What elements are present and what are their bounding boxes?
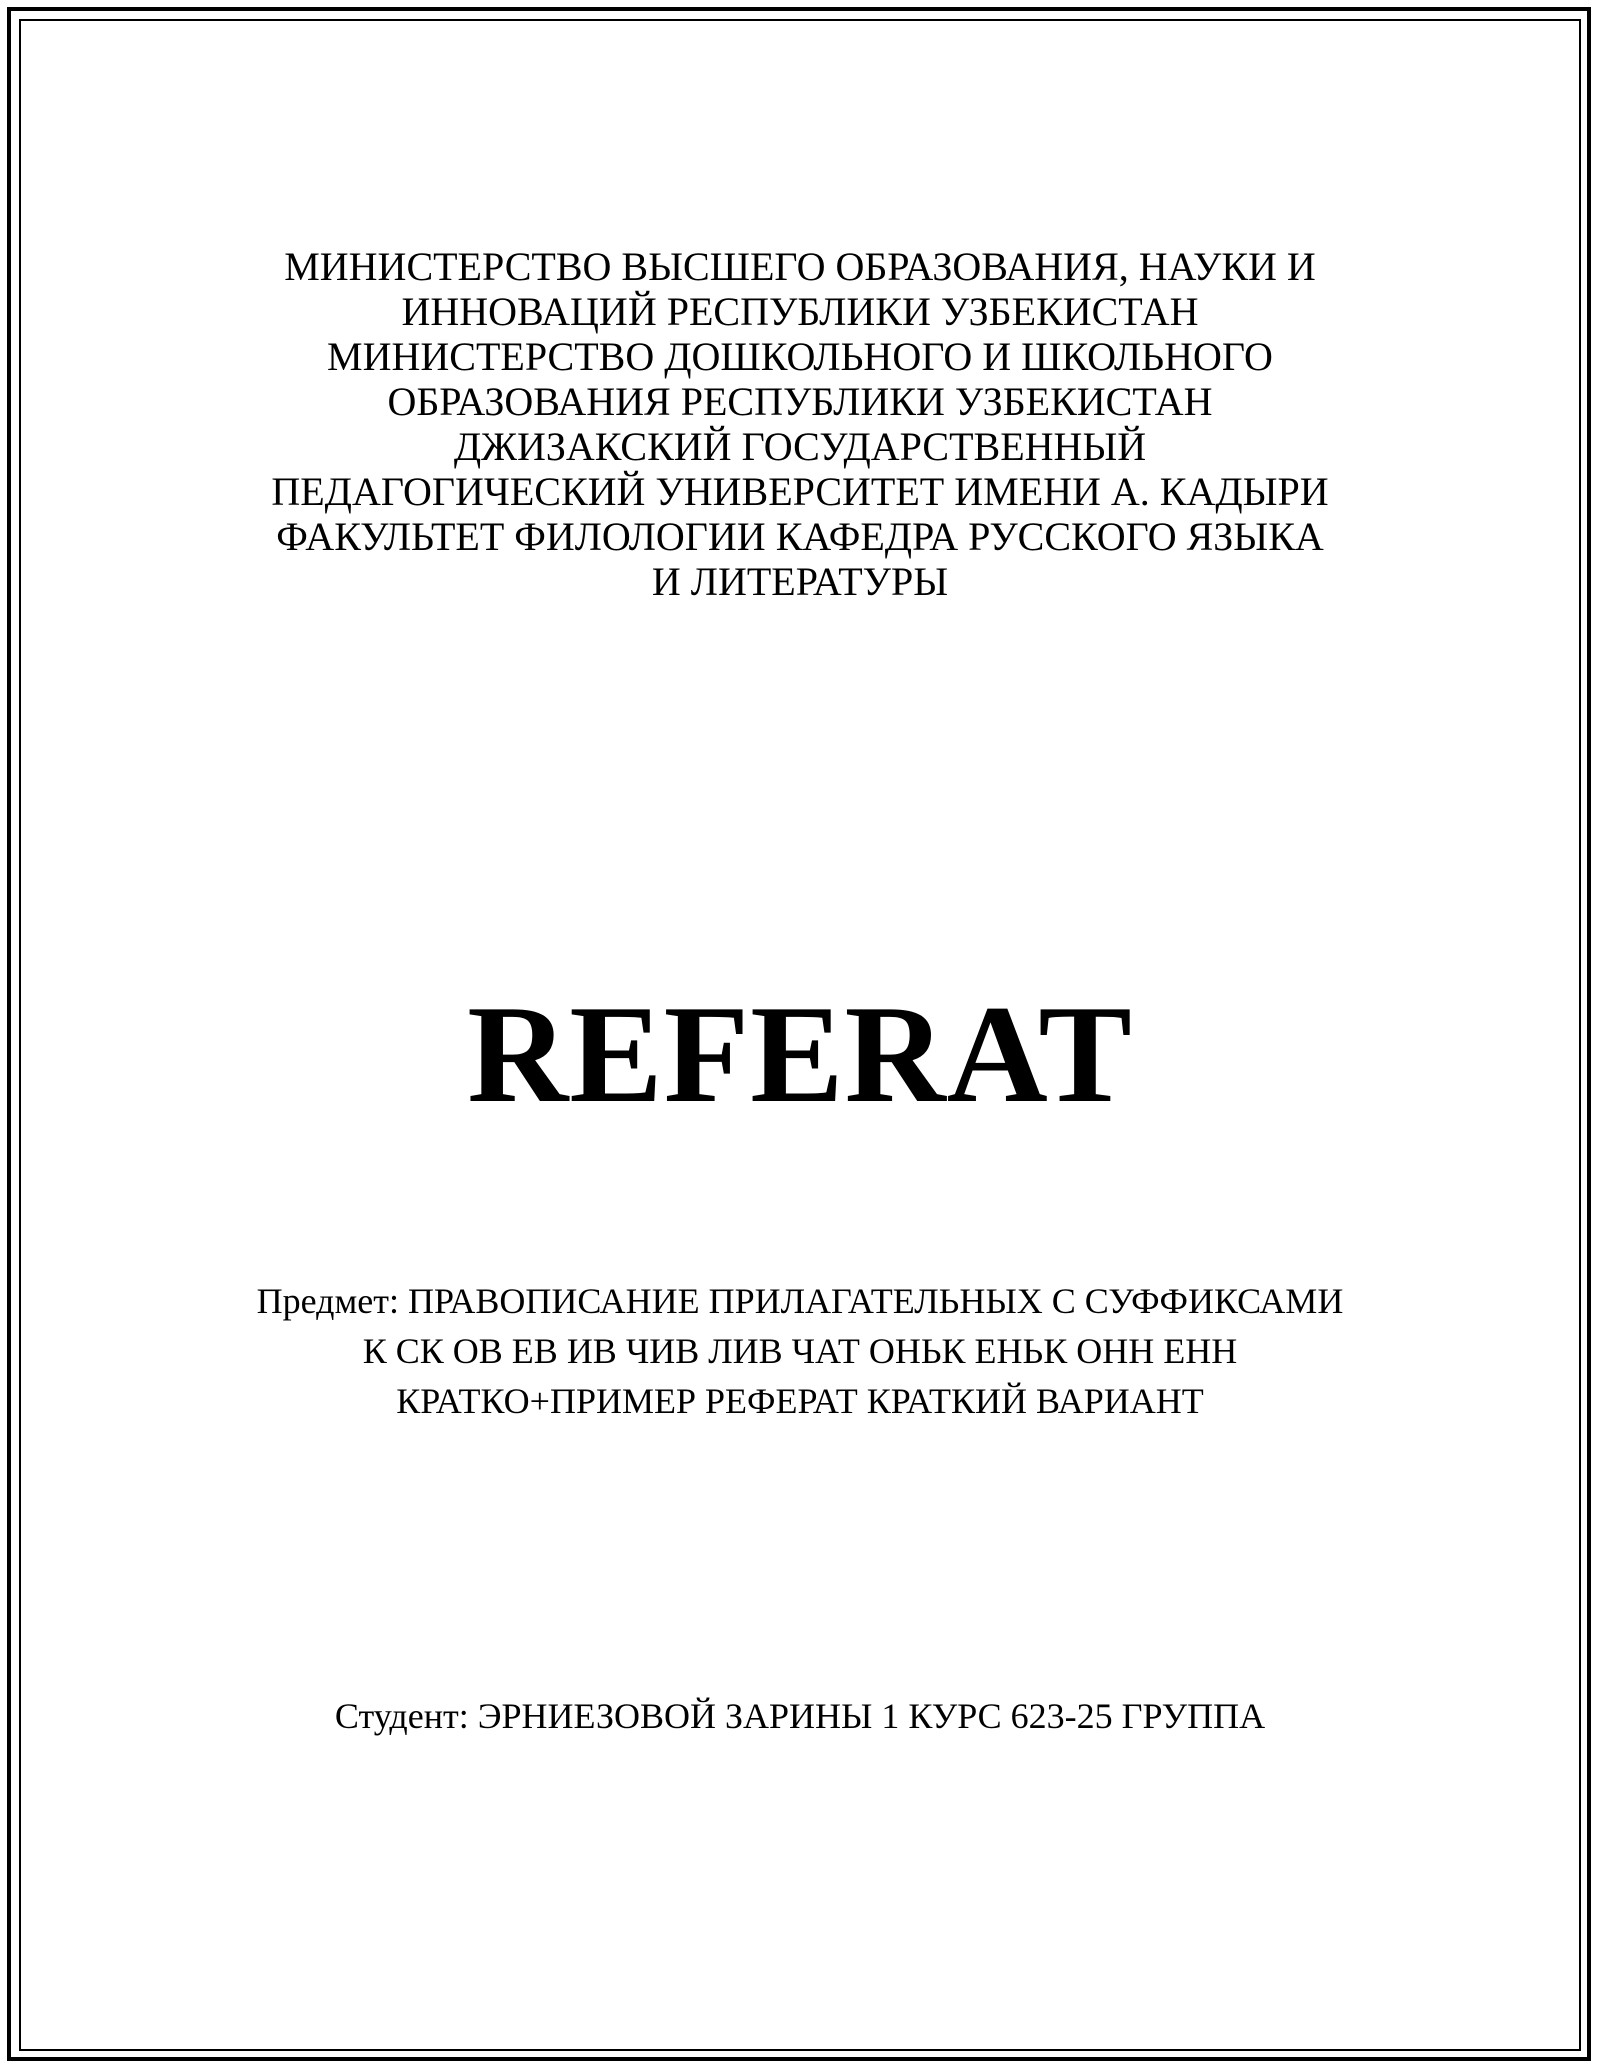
- header-line: ДЖИЗАКСКИЙ ГОСУДАРСТВЕННЫЙ: [453, 424, 1147, 469]
- header-line: ОБРАЗОВАНИЯ РЕСПУБЛИКИ УЗБЕКИСТАН: [387, 379, 1213, 424]
- institution-header: [0, 244, 1600, 604]
- document-title: REFERAT: [467, 977, 1133, 1132]
- header-line: МИНИСТЕРСТВО ДОШКОЛЬНОГО И ШКОЛЬНОГО: [327, 334, 1273, 379]
- header-line: ФАКУЛЬТЕТ ФИЛОЛОГИИ КАФЕДРА РУССКОГО ЯЗЫКА: [276, 514, 1324, 559]
- subject-line: КРАТКО+ПРИМЕР РЕФЕРАТ КРАТКИЙ ВАРИАНТ: [396, 1381, 1204, 1421]
- header-line: МИНИСТЕРСТВО ВЫСШЕГО ОБРАЗОВАНИЯ, НАУКИ И: [284, 244, 1316, 289]
- student-block: [0, 1691, 1600, 1741]
- student-line: Студент: ЭРНИЕЗОВОЙ ЗАРИНЫ 1 КУРС 623-25 ГРУППА: [334, 1696, 1266, 1736]
- header-line: И ЛИТЕРАТУРЫ: [651, 559, 949, 604]
- header-line: ИННОВАЦИЙ РЕСПУБЛИКИ УЗБЕКИСТАН: [401, 289, 1199, 334]
- subject-line: К СК ОВ ЕВ ИВ ЧИВ ЛИВ ЧАТ ОНЬК ЕНЬК ОНН ЕНН: [362, 1331, 1238, 1371]
- subject-line: Предмет: ПРАВОПИСАНИЕ ПРИЛАГАТЕЛЬНЫХ С СУФФИКСАМИ: [256, 1281, 1344, 1321]
- subject-block: [0, 1276, 1600, 1426]
- header-line: ПЕДАГОГИЧЕСКИЙ УНИВЕРСИТЕТ ИМЕНИ А. КАДЫРИ: [271, 469, 1329, 514]
